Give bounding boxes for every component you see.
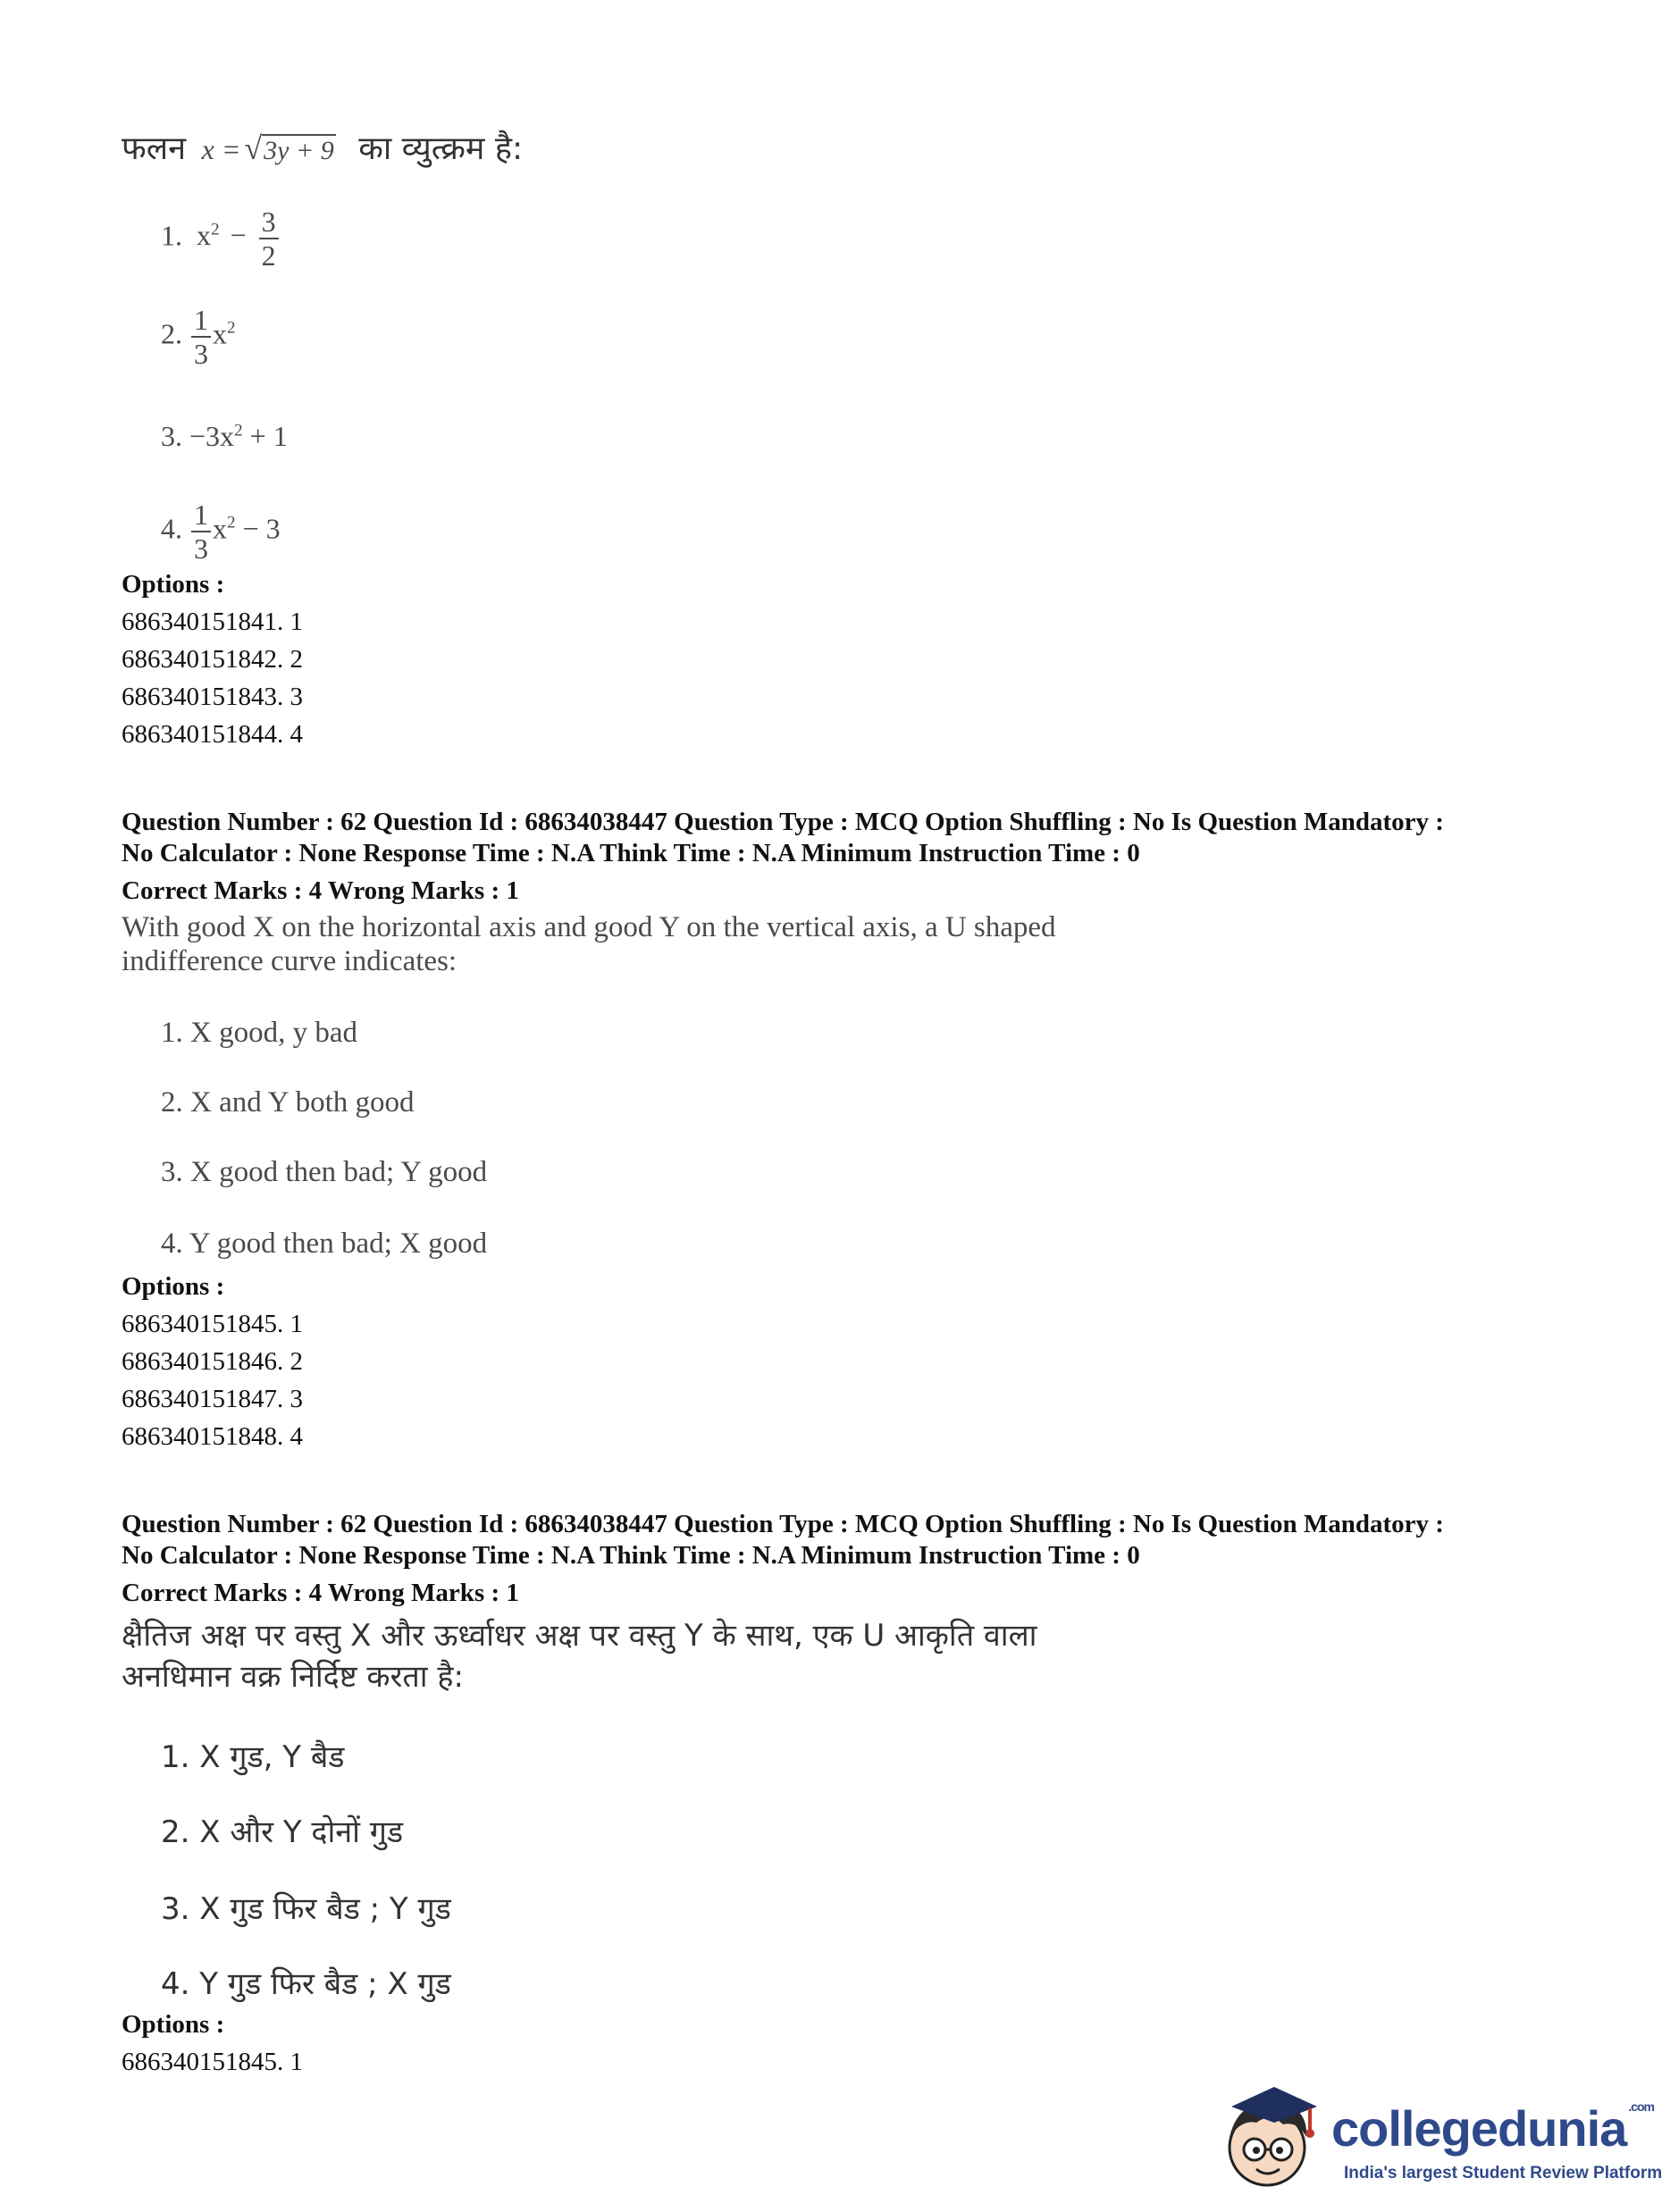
q61-options-label: Options : <box>122 570 225 599</box>
fraction: $\frac{1}{3}$ <box>191 306 211 368</box>
q61-option-3: 686340151843. 3 <box>122 683 303 711</box>
q62hi-stem-line1: क्षैतिज अक्ष पर वस्तु X और ऊर्ध्वाधर अक्ष पर वस्तु Y के साथ, एक U आकृति वाला <box>122 1618 1037 1654</box>
q62hi-marks: Correct Marks : 4 Wrong Marks : 1 <box>122 1579 519 1607</box>
q62en-stem-line1: With good X on the horizontal axis and good Y on the vertical axis, a U shaped <box>122 911 1056 943</box>
q62en-meta-line2: No Calculator : None Response Time : N.A Think Time : N.A Minimum Instruction Time : 0 <box>122 839 1140 867</box>
q62en-marks: Correct Marks : 4 Wrong Marks : 1 <box>122 876 519 905</box>
logo-brand: collegedunia <box>1331 2100 1627 2157</box>
q61-option-4: 686340151844. 4 <box>122 720 303 749</box>
q61-stem <box>122 125 523 169</box>
q62en-choice-2: 2. X and Y both good <box>161 1086 415 1119</box>
fraction: $\frac{1}{3}$ <box>191 500 211 563</box>
sqrt-icon: √ <box>244 130 263 166</box>
q61-choice-4: 4. $\frac{1}{3}$ $x^2 - 3$ <box>161 499 281 565</box>
q62en-choice-1: 1. X good, y bad <box>161 1017 357 1049</box>
q62en-option-1: 686340151845. 1 <box>122 1310 303 1338</box>
q62en-option-2: 686340151846. 2 <box>122 1347 303 1376</box>
q62hi-option-1: 686340151845. 1 <box>122 2048 303 2076</box>
q61-choice-2: 2. $\frac{1}{3}$ $x^2$ <box>161 304 236 370</box>
q62en-choice-3: 3. X good then bad; Y good <box>161 1156 488 1188</box>
student-mascot-icon <box>1212 2082 1328 2198</box>
q61-stem-lead: फलन <box>122 130 187 167</box>
q61-formula-radicand: 3y + 9 <box>264 136 334 165</box>
q62en-options-label: Options : <box>122 1272 225 1301</box>
q61-option-1: 686340151841. 1 <box>122 607 303 636</box>
q62hi-meta-line1: Question Number : 62 Question Id : 68634038447 Question Type : MCQ Option Shuffling : No Is Question Mandatory : <box>122 1510 1444 1538</box>
q62hi-choice-1: 1. X गुड, Y बैड <box>161 1739 345 1775</box>
q62en-option-4: 686340151848. 4 <box>122 1422 303 1451</box>
q62hi-stem-line2: अनधिमान वक्र निर्दिष्ट करता है: <box>122 1659 464 1695</box>
q61-choice-1: 1. $x^2$ − $\frac{3}{2}$ <box>161 207 281 270</box>
logo-dotcom: .com <box>1628 2099 1654 2114</box>
logo-tagline: India's largest Student Review Platform <box>1344 2164 1662 2183</box>
q62hi-choice-2: 2. X और Y दोनों गुड <box>161 1814 404 1850</box>
collegedunia-logo <box>1212 2082 1662 2198</box>
q62hi-choice-4: 4. Y गुड फिर बैड ; X गुड <box>161 1966 451 2002</box>
fraction: $\frac{3}{2}$ <box>259 207 279 270</box>
q61-formula-lhs: x = <box>201 133 241 165</box>
q62hi-meta-line2: No Calculator : None Response Time : N.A Think Time : N.A Minimum Instruction Time : 0 <box>122 1541 1140 1570</box>
q62hi-choice-3: 3. X गुड फिर बैड ; Y गुड <box>161 1891 451 1927</box>
q61-option-2: 686340151842. 2 <box>122 645 303 674</box>
q61-choice-3: 3. $-3x^2 + 1$ <box>161 420 288 452</box>
q62en-option-3: 686340151847. 3 <box>122 1385 303 1413</box>
q62en-stem-line2: indifference curve indicates: <box>122 945 457 977</box>
q61-stem-tail: का व्युत्क्रम है: <box>358 130 524 167</box>
q62en-choice-4: 4. Y good then bad; X good <box>161 1227 488 1260</box>
q62en-meta-line1: Question Number : 62 Question Id : 68634038447 Question Type : MCQ Option Shuffling : No Is Question Mandatory : <box>122 808 1444 836</box>
q62hi-options-label: Options : <box>122 2010 225 2039</box>
